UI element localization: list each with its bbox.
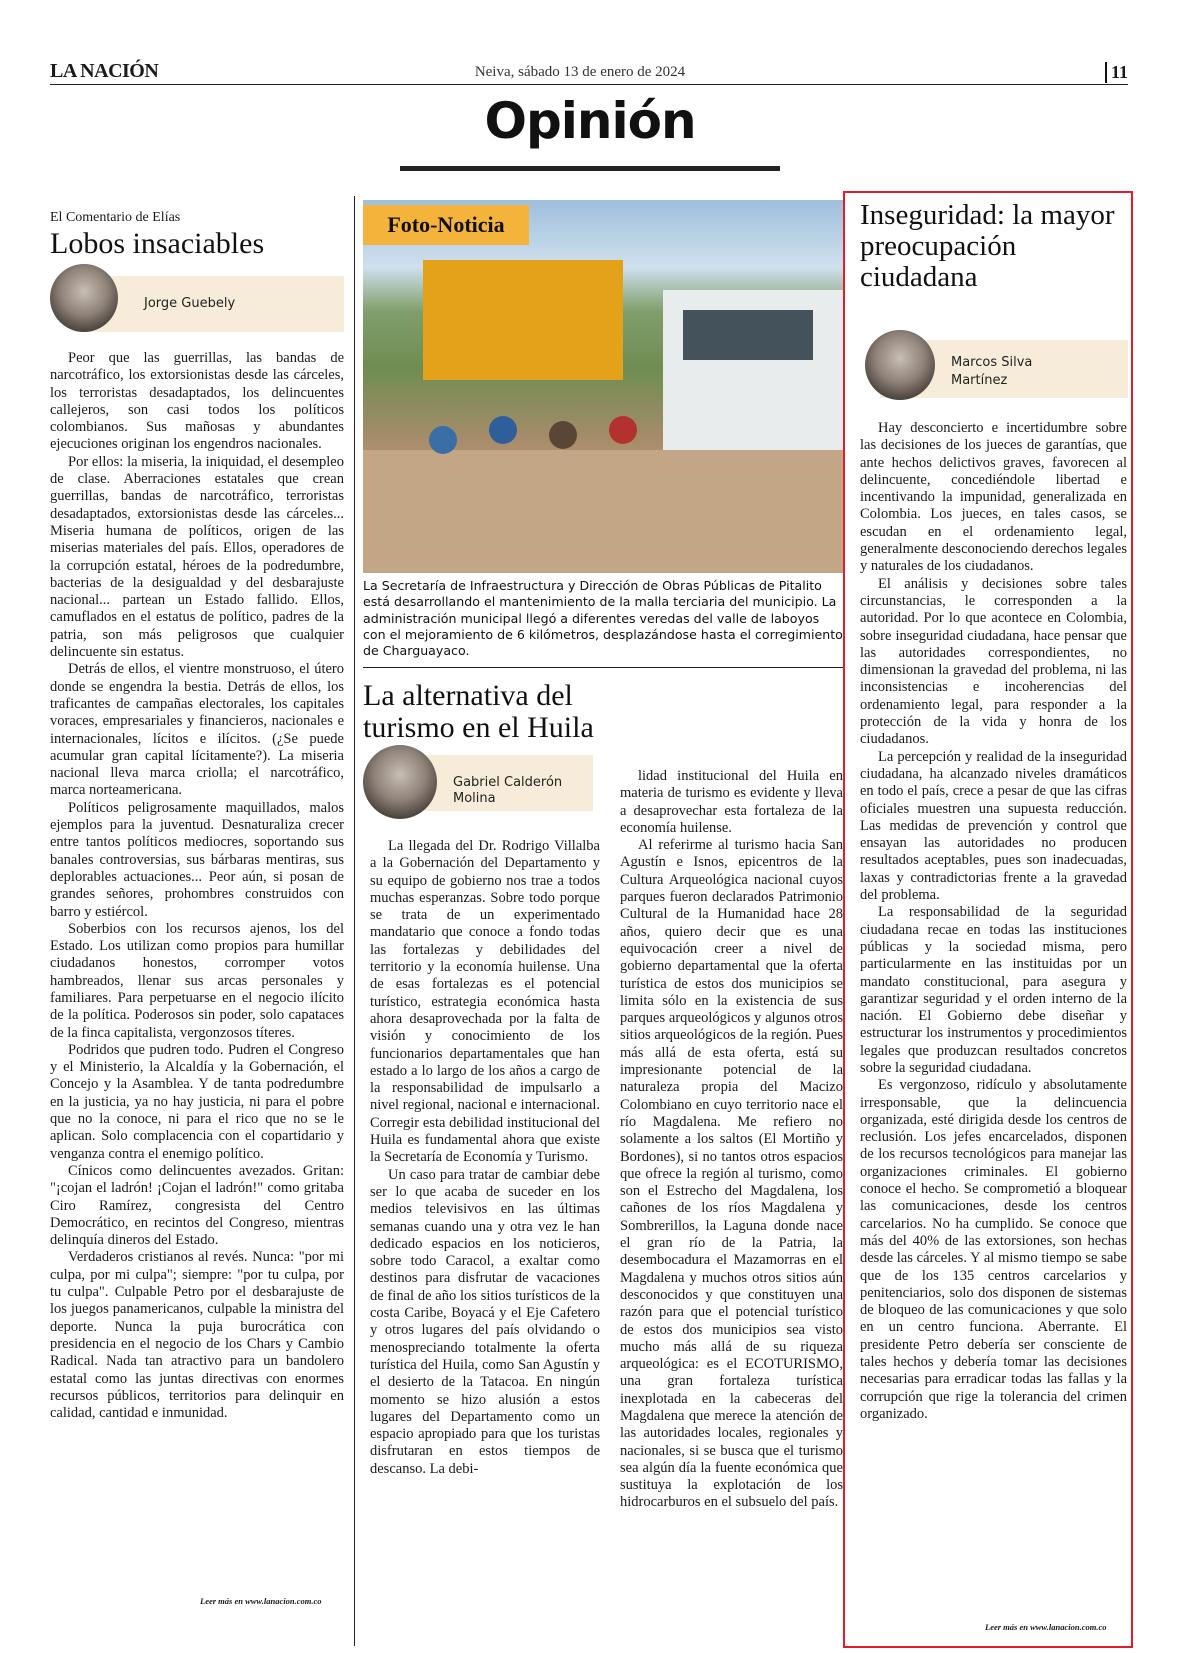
news-photo bbox=[363, 200, 843, 573]
person-figure bbox=[429, 426, 457, 454]
paragraph: La llegada del Dr. Rodrigo Villalba a la Gobernación del Departamento y su equipo de gobierno nos trae a todos muchas esperanzas. Sobre todo porque se trata de un experimentado mandatario que conoce a fondo todas las fortalezas y debilidades del territorio y la economía huilense. Una de esas fortalezas es el potencial turístico, estrategia económica hasta ahora desaprovechada por la falta de visión y conocimiento de los funcionarios departamentales que han estado a lo largo de los años a cargo de la responsabilidad de impulsarlo a nivel regional, nacional e internacional. Corregir esta debilidad institucional del Huila es fundamental ahora que existe la Secretaría de Economía y Turismo. bbox=[370, 838, 600, 1166]
paragraph: Hay desconcierto e incertidumbre sobre las decisiones de los jueces de garantías, que ante hechos delictivos graves, favorecen al delincuente, concediéndole libertad e incentivando la impunidad, generalizada en Colombia. Los jueces, en tales casos, se escudan en el ordenamiento legal, generalmente desconociendo derechos legales y naturales de los ciudadanos. bbox=[860, 420, 1127, 575]
person-figure bbox=[489, 416, 517, 444]
page-number: 11 bbox=[1105, 62, 1128, 83]
article-headline: Lobos insaciables bbox=[50, 227, 265, 260]
paragraph: El análisis y decisiones sobre tales circunstancias, le corresponden a la autoridad. Por lo que acontece en Colombia, sobre inseguridad ciudadana, hace pensar que las autoridades correspondientes, no dimensionan la gravedad del problema, ni las inconsistencias e incoherencias del ordenamiento legal, para responder a la protección de la vida y honra de los ciudadanos. bbox=[860, 575, 1127, 748]
author-avatar bbox=[363, 745, 437, 819]
article-body-right bbox=[620, 768, 843, 1594]
paragraph: Un caso para tratar de cambiar debe ser lo que acaba de suceder en los medios televisivos en las últimas semanas cuando una y otra vez le han dedicado espacios en los noticieros, sobre todo Caracol, a exaltar como destinos para disfrutar de vacaciones de final de año los sitios turísticos de la costa Caribe, Boyacá y el Eje Cafetero y otros lugares del país olvidando o menospreciando totalmente la oferta turística del Huila, como San Agustín y el desierto de la Tatacoa. En ningún momento se hizo alusión a estos lugares del Departamento como un espacio apropiado para que los turistas disfrutaran en estos tiempos de descanso. La debi- bbox=[370, 1166, 600, 1477]
paragraph: Es vergonzoso, ridículo y absolutamente irresponsable, que la delincuencia organizada, esté dirigida desde los centros de reclusión. Los jefes encarcelados, disponen de los recursos tecnológicos para manejar las organizaciones criminales. El gobierno conoce el hecho. Se comprometió a bloquear las comunicaciones, desde los centros carcelarios. No ha cumplido. Se conoce que más del 40% de las extorsiones, son hechas desde las cárceles. Y al mismo tiempo se sabe que de los 135 centros carcelarios y penitenciarios, solo dos disponen de sistemas de bloqueo de las comunicaciones y que solo en un centro funciona. Aberrante. El presidente Petro debería ser consciente de tales hechos y debería tomar las decisiones necesarias para erradicar todas las fallas y la corrupción que rige la tolerancia del crimen organizado. bbox=[860, 1077, 1127, 1422]
paragraph: Por ellos: la miseria, la iniquidad, el desempleo de clase. Aberraciones estatales que crean guerrillas, bandas de narcotráfico, terroristas desadaptados, extorsionistas desde las cárceles... Miseria humana de políticos, origen de las miserias materiales del país. Ellos, operadores de la corrupción estatal, héroes de la podredumbre, bacterias de la desigualdad y del desbarajuste nacional... partean un Estado fallido. Ellos, camuflados en el estatus de político, padres de la patria, son más peligrosos que cualquier delincuente sin estatus. bbox=[50, 453, 344, 661]
paragraph: Políticos peligrosamente maquillados, malos ejemplos para la juventud. Desnaturaliza crecer entre tantos políticos mediocres, soportando sus banales controversias, sus bárbaras mentiras, sus deplorables actuaciones... Peor aún, si posan de grandes señores, prohombres construidos con barro y estiércol. bbox=[50, 799, 344, 920]
paragraph: Podridos que pudren todo. Pudren el Congreso y el Ministerio, la Alcaldía y la Gobernación, el Concejo y la Asamblea. Y de tanta podredumbre en la justicia, ya no hay justicia, ni para el pobre que no la conoce, ni para el rico que no se le aplican. Solo complacencia con el copartidario y venganza contra el enemigo político. bbox=[50, 1041, 344, 1162]
person-figure bbox=[549, 421, 577, 449]
paragraph: Verdaderos cristianos al revés. Nunca: "por mi culpa, por mi culpa"; siempre: "por tu culpa, por tu culpa". Culpable Petro por el desbarajuste de los juegos panamericanos, culpable la ministra del deporte. Nunca la puja burocrática con presidencia en el negocio de los Chars y Cambio Radical. Nada tan atractivo para un bandolero estatal como las juntas directivas con enormes recursos públicos, territorios para delinquir en calidad, cantidad e inmunidad. bbox=[50, 1249, 344, 1422]
paragraph: Cínicos como delincuentes avezados. Gritan: "¡cojan el ladrón! ¡Cojan el ladrón!" como gritaba Ciro Ramírez, congresista del Centro Democrático, en recintos del Congreso, mientras delinquía dineros del Estado. bbox=[50, 1162, 344, 1249]
ground-shape bbox=[363, 450, 843, 573]
paragraph: lidad institucional del Huila en materia de turismo es evidente y lleva a desaprovechar esta fortaleza de la economía huilense. bbox=[620, 768, 843, 836]
excavator-shape bbox=[423, 260, 623, 380]
section-rule bbox=[400, 166, 780, 171]
paragraph: La responsabilidad de la seguridad ciudadana recae en todas las instituciones públicas y la sociedad misma, pero particularmente en las instituidas por un mandato constitucional, para asegura y garantizar seguridad y el orden interno de la nación. El Gobierno debe diseñar y estructurar los instrumentos y procedimientos legales que produzcan resultados concretos sobre la seguridad ciudadana. bbox=[860, 904, 1127, 1076]
column-divider bbox=[354, 196, 355, 1646]
dateline: Neiva, sábado 13 de enero de 2024 bbox=[474, 64, 686, 80]
author-avatar bbox=[50, 264, 118, 332]
section-divider bbox=[363, 667, 843, 668]
article-headline: La alternativa del turismo en el Huila bbox=[363, 679, 594, 744]
paragraph: Detrás de ellos, el vientre monstruoso, el útero donde se engendra la bestia. Detrás de ellos, los traficantes de campañas electorales, los capitales voraces, empresariales y financieros, nacionales e internacionales, lícitos e ilícitos. (¿Se puede acumular gran capital lícitamente?). La miseria nacional lleva marca criolla; el narcotráfico, marca norteamericana. bbox=[50, 661, 344, 799]
person-figure bbox=[609, 416, 637, 444]
article-body bbox=[50, 350, 344, 1585]
article-body bbox=[860, 420, 1127, 1590]
masthead-logo: LA NACIÓN bbox=[50, 60, 159, 82]
photo-illustration bbox=[363, 200, 843, 573]
paragraph: Peor que las guerrillas, las bandas de narcotráfico, los extorsionistas desde las cárceles, los terroristas desadaptados, los delincuentes callejeros, son casi todos los políticos colombianos. Sus mañosas y abundantes ejecuciones originan los engendros nacionales. bbox=[50, 350, 344, 453]
article-headline: Inseguridad: la mayor preocupación ciudadana bbox=[860, 199, 1115, 293]
paragraph: La percepción y realidad de la inseguridad ciudadana, ha alcanzado niveles dramáticos en todo el país, crece a pesar de que las cifras oficiales muestren una supuesta reducción. Las medidas de prevención y control que ensayan las autoridades no producen resultados aceptables, pues son inadecuadas, laxas y contradictorias frente a la gravedad del problema. bbox=[860, 748, 1127, 904]
author-name: Jorge Guebely bbox=[144, 296, 236, 311]
section-title: Opinión bbox=[484, 92, 696, 150]
paragraph: Al referirme al turismo hacia San Agustín e Isnos, epicentros de la Cultura Arqueológica nacional cuyos parques fueron declarados Patrimonio Cultural de la Humanidad hace 28 años, quiero decir que es una equivocación creer a nivel de gobierno departamental que la oferta turística de estos dos municipios se limita sólo en la existencia de sus parques arqueológicos y algunos otros sitios arqueológicos de la región. Pues más allá de esta oferta, está su impresionante potencial de la naturaleza propia del Macizo Colombiano en cuyo territorio nace el río Magdalena. Me refiero no solamente a los saltos (El Mortiño y Bordones), si no tantos otros espacios que ofrece la región al turismo, como son el Estrecho del Magdalena, los cañones de los ríos Magdalena y Sombrerillos, la Laguna donde nace el gran río de la Patria, la desembocadura el Mazamorras en el Magdalena y muchos otros sitios aún desconocidos y que constituyen una razón para que el potencial turístico de estos dos municipios sea visto mucho más allá de su riqueza arqueológica: es el ECOTURISMO, una gran fortaleza turística inexplotada en la cabeceras del Magdalena que merece la atención de las autoridades locales, regionales y nacionales, si se busca que el turismo sea algún día la fuente económica que sustituya la explotación de los hidrocarburos en el subsuelo del país. bbox=[620, 837, 843, 1511]
author-name: Gabriel Calderón Molina bbox=[453, 775, 563, 806]
read-more-link[interactable]: Leer más en www.lanacion.com.co bbox=[985, 1622, 1107, 1632]
author-avatar bbox=[865, 330, 935, 400]
read-more-link[interactable]: Leer más en www.lanacion.com.co bbox=[200, 1596, 322, 1606]
author-name: Marcos Silva Martínez bbox=[951, 355, 1033, 388]
article-body-left bbox=[370, 838, 600, 1594]
column-kicker: El Comentario de Elías bbox=[50, 210, 181, 225]
photo-caption: La Secretaría de Infraestructura y Dirección de Obras Públicas de Pitalito está desarrollando el mantenimiento de la malla terciaria del municipio. La administración municipal llegó a diferentes veredas del valle de laboyos con el mejoramiento de 6 kilómetros, desplazándose hasta el corregimiento de Charguayaco. bbox=[363, 578, 843, 659]
truck-window bbox=[683, 310, 813, 360]
header-rule bbox=[50, 84, 1128, 85]
paragraph: Soberbios con los recursos ajenos, los del Estado. Los utilizan como propios para humillar ciudadanos honestos, corromper votos hambreados, llenar sus arcas personales y familiares. Para perpetuarse en el negocio ilícito de la política. Poderosos sin poder, solo capataces de la finca capitalista, vergonzosos títeres. bbox=[50, 920, 344, 1041]
photo-news-tag: Foto-Noticia bbox=[363, 205, 529, 245]
